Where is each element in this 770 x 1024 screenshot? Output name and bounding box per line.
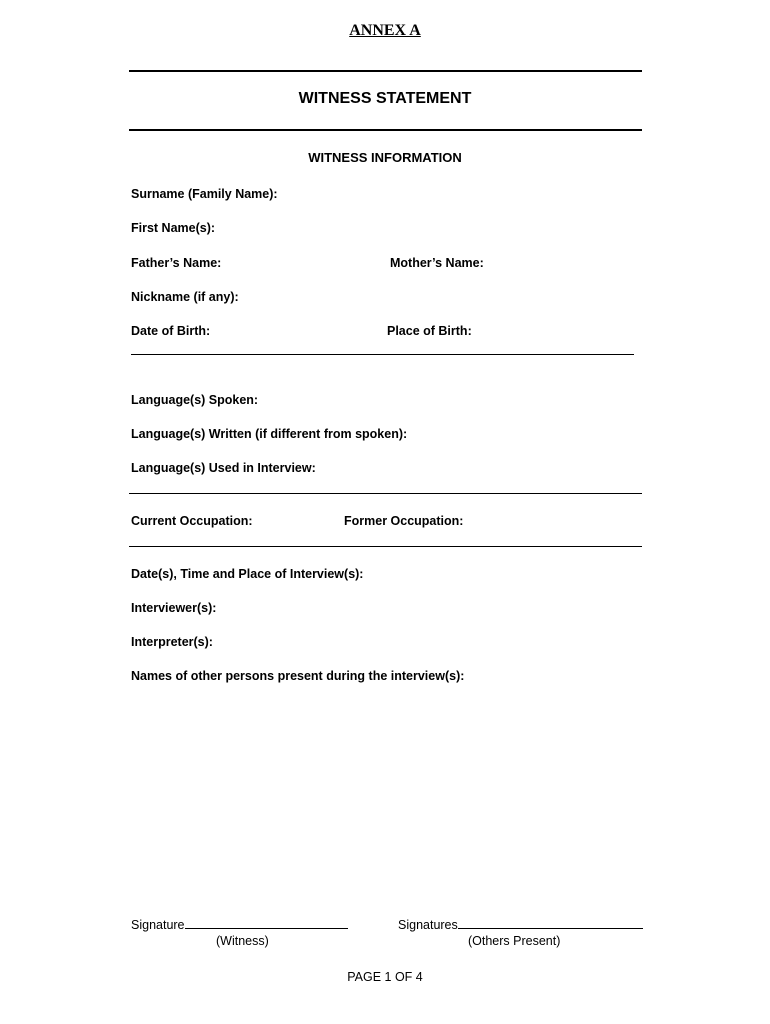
others-signature-line[interactable] [458,916,643,929]
section-heading: WITNESS INFORMATION [308,150,462,165]
annex-heading: ANNEX A [349,22,421,39]
lang-written-label: Language(s) Written (if different from spoken): [131,427,408,441]
divider-languages [129,493,642,494]
witness-signature-line[interactable] [185,916,348,929]
witness-signature-label: Signature [131,918,185,932]
others-caption: (Others Present) [468,934,561,948]
former-occupation-label: Former Occupation: [344,514,464,528]
document-title: WITNESS STATEMENT [298,90,472,107]
page-number: PAGE 1 OF 4 [347,970,423,984]
witness-caption: (Witness) [216,934,269,948]
interview-info-label: Date(s), Time and Place of Interview(s): [131,567,364,581]
witness-signature [131,916,348,932]
current-occupation-label: Current Occupation: [131,514,253,528]
first-names-label: First Name(s): [131,221,216,235]
divider-top [129,70,642,72]
nickname-label: Nickname (if any): [131,290,239,304]
divider-title [129,129,642,131]
lang-interview-label: Language(s) Used in Interview: [131,461,316,475]
interviewers-label: Interviewer(s): [131,601,217,615]
mothers-name-label: Mother’s Name: [390,256,484,270]
interpreters-label: Interpreter(s): [131,635,213,649]
divider-occupation [129,546,642,547]
pob-label: Place of Birth: [387,324,472,338]
surname-label: Surname (Family Name): [131,187,278,201]
dob-label: Date of Birth: [131,324,211,338]
others-signature-label: Signatures [398,918,458,932]
others-signature [398,916,643,932]
others-present-label: Names of other persons present during the interview(s): [131,669,465,683]
divider-personal [131,354,634,355]
fathers-name-label: Father’s Name: [131,256,222,270]
lang-spoken-label: Language(s) Spoken: [131,393,259,407]
